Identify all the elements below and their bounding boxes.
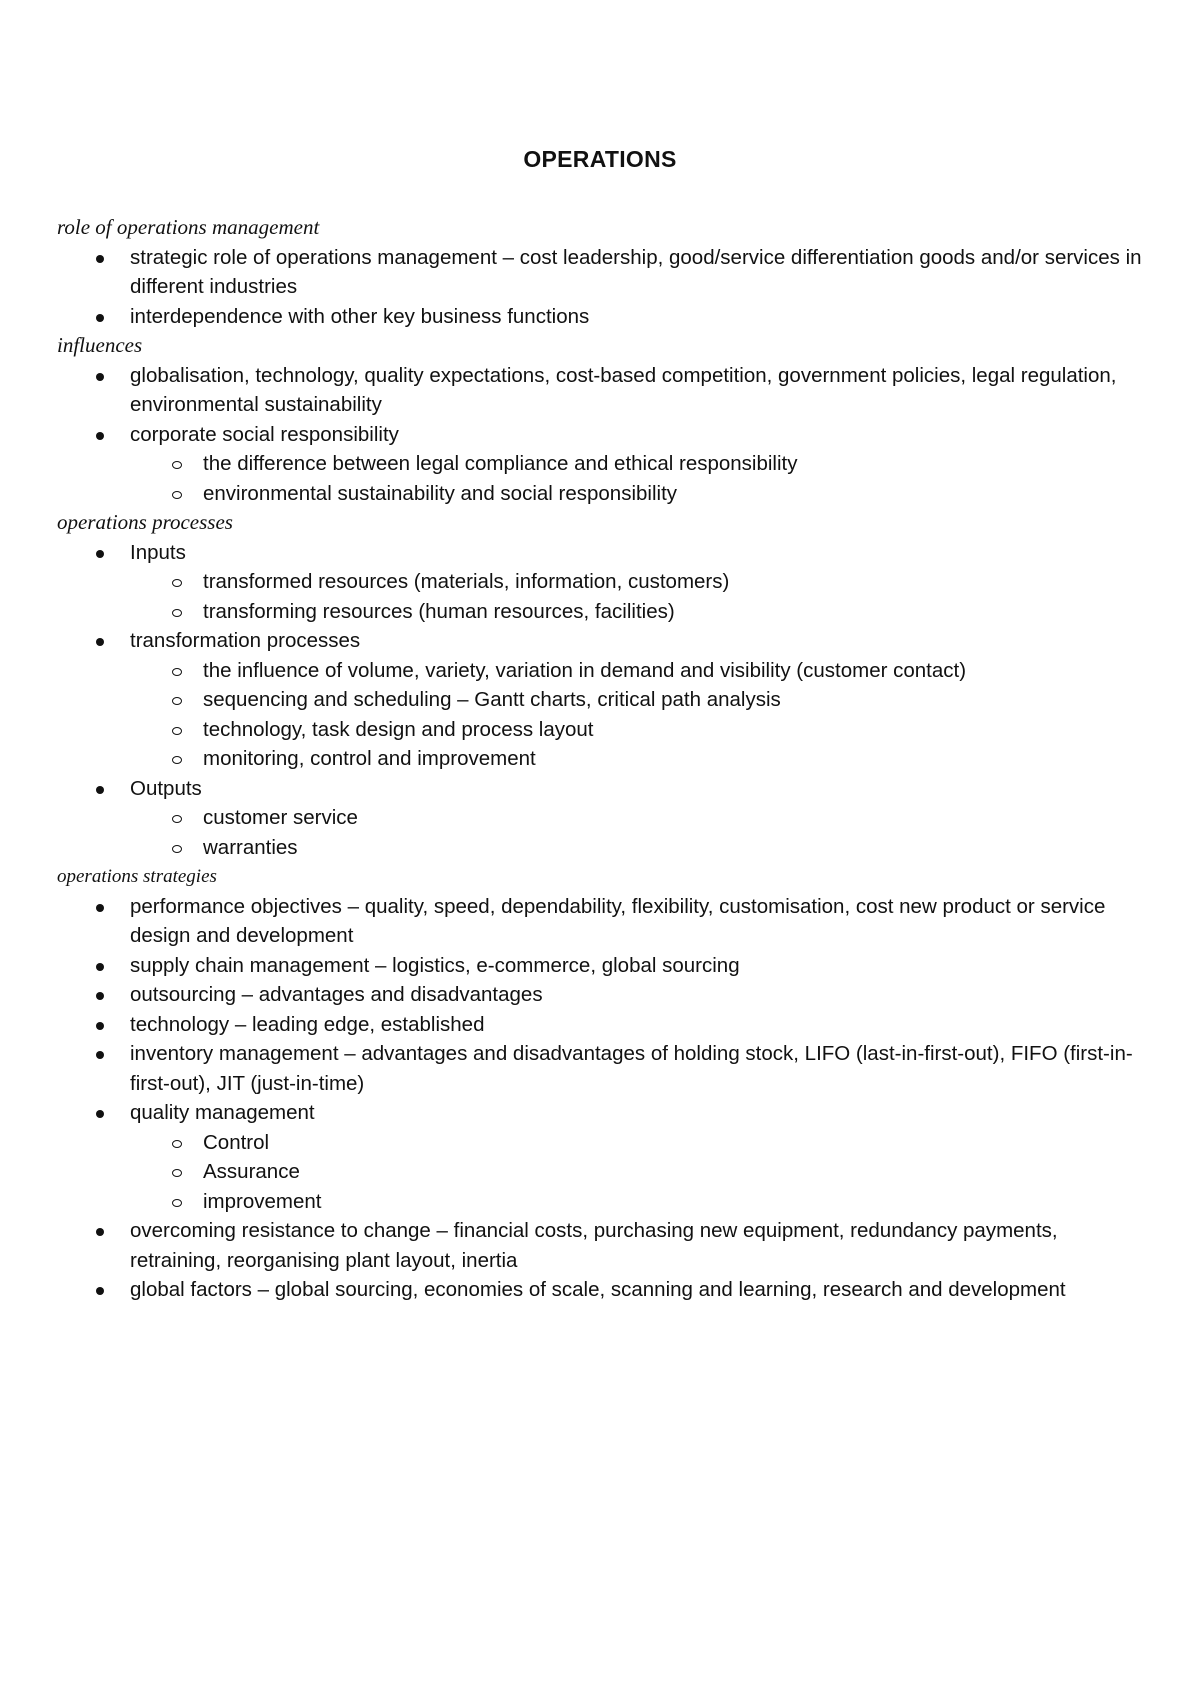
bullet-icon bbox=[96, 255, 104, 263]
list-item bbox=[57, 626, 1147, 774]
section-heading: operations processes bbox=[57, 510, 233, 534]
sub-list-item-text: monitoring, control and improvement bbox=[203, 747, 536, 770]
list-item-text: Outputs bbox=[130, 776, 202, 800]
list-item bbox=[57, 951, 1147, 981]
sub-bullet-list bbox=[130, 567, 1147, 626]
bullet-icon bbox=[96, 550, 104, 558]
list-item bbox=[57, 302, 1147, 332]
list-item-text: outsourcing – advantages and disadvantages bbox=[130, 983, 543, 1006]
list-item-text: Inputs bbox=[130, 540, 186, 564]
sub-list-item-text: transformed resources (materials, information, customers) bbox=[203, 570, 730, 593]
bullet-list bbox=[57, 892, 1147, 1305]
list-item-text: overcoming resistance to change – financial costs, purchasing new equipment, redundancy payments, retraining, reorganising plant layout, inertia bbox=[130, 1219, 1058, 1272]
bullet-list bbox=[57, 361, 1147, 509]
page-title: OPERATIONS bbox=[523, 146, 677, 172]
hollow-bullet-icon bbox=[172, 609, 182, 617]
sub-bullet-list bbox=[130, 803, 1147, 862]
sub-list-item bbox=[130, 567, 1147, 597]
sub-list-item bbox=[130, 1187, 1147, 1217]
bullet-icon bbox=[96, 1110, 104, 1118]
list-item-text: technology – leading edge, established bbox=[130, 1012, 485, 1036]
sub-list-item-text: Control bbox=[203, 1130, 270, 1154]
list-item bbox=[57, 1275, 1147, 1305]
bullet-list bbox=[57, 243, 1147, 332]
sub-list-item-text: sequencing and scheduling – Gantt charts, critical path analysis bbox=[203, 688, 781, 711]
bullet-icon bbox=[96, 314, 104, 322]
list-item bbox=[57, 538, 1147, 627]
bullet-icon bbox=[96, 373, 104, 381]
hollow-bullet-icon bbox=[172, 1140, 182, 1148]
sub-list-item bbox=[130, 715, 1147, 745]
sub-list-item bbox=[130, 744, 1147, 774]
bullet-icon bbox=[96, 992, 104, 1000]
list-item-text: inventory management – advantages and disadvantages of holding stock, LIFO (last-in-first-out), FIFO (first-in-first-out), JIT (just-in-time) bbox=[130, 1042, 1133, 1095]
bullet-icon bbox=[96, 638, 104, 646]
sub-list-item bbox=[130, 833, 1147, 863]
section-heading: influences bbox=[57, 333, 143, 357]
list-item bbox=[57, 1010, 1147, 1040]
list-item-text: globalisation, technology, quality expectations, cost-based competition, government policies, legal regulation, environmental sustainability bbox=[130, 363, 1117, 416]
list-item-text: global factors – global sourcing, economies of scale, scanning and learning, research and development bbox=[130, 1278, 1066, 1301]
list-item bbox=[57, 1216, 1147, 1275]
hollow-bullet-icon bbox=[172, 815, 182, 823]
list-item-text: supply chain management – logistics, e-commerce, global sourcing bbox=[130, 953, 740, 977]
sub-list-item bbox=[130, 597, 1147, 627]
sub-list-item bbox=[130, 656, 1147, 686]
hollow-bullet-icon bbox=[172, 461, 182, 469]
document-content bbox=[57, 213, 1147, 1305]
sub-list-item-text: warranties bbox=[203, 835, 298, 859]
sub-list-item-text: the difference between legal compliance and ethical responsibility bbox=[203, 452, 798, 475]
section-heading: role of operations management bbox=[57, 215, 320, 239]
list-item bbox=[57, 1098, 1147, 1216]
hollow-bullet-icon bbox=[172, 727, 182, 735]
bullet-icon bbox=[96, 786, 104, 794]
sub-list-item-text: the influence of volume, variety, variation in demand and visibility (customer contact) bbox=[203, 658, 967, 682]
list-item bbox=[57, 243, 1147, 302]
bullet-icon bbox=[96, 963, 104, 971]
list-item-text: quality management bbox=[130, 1101, 315, 1124]
sub-list-item bbox=[130, 1128, 1147, 1158]
bullet-icon bbox=[96, 1022, 104, 1030]
hollow-bullet-icon bbox=[172, 491, 182, 499]
list-item-text: strategic role of operations management – cost leadership, good/service differentiation goods and/or services in different industries bbox=[130, 245, 1142, 298]
hollow-bullet-icon bbox=[172, 756, 182, 764]
list-item-text: transformation processes bbox=[130, 629, 361, 652]
sub-list-item bbox=[130, 479, 1147, 509]
bullet-icon bbox=[96, 432, 104, 440]
sub-list-item bbox=[130, 1157, 1147, 1187]
hollow-bullet-icon bbox=[172, 845, 182, 853]
list-item bbox=[57, 361, 1147, 420]
bullet-icon bbox=[96, 904, 104, 912]
sub-bullet-list bbox=[130, 656, 1147, 774]
hollow-bullet-icon bbox=[172, 1199, 182, 1207]
hollow-bullet-icon bbox=[172, 1169, 182, 1177]
list-item bbox=[57, 980, 1147, 1010]
sub-list-item-text: environmental sustainability and social responsibility bbox=[203, 481, 678, 505]
list-item bbox=[57, 420, 1147, 509]
bullet-icon bbox=[96, 1287, 104, 1295]
list-item bbox=[57, 774, 1147, 863]
bullet-icon bbox=[96, 1051, 104, 1059]
list-item-text: corporate social responsibility bbox=[130, 422, 399, 446]
sub-list-item-text: technology, task design and process layout bbox=[203, 717, 594, 741]
hollow-bullet-icon bbox=[172, 579, 182, 587]
bullet-list bbox=[57, 538, 1147, 863]
hollow-bullet-icon bbox=[172, 697, 182, 705]
hollow-bullet-icon bbox=[172, 668, 182, 676]
sub-list-item-text: improvement bbox=[203, 1189, 322, 1213]
sub-bullet-list bbox=[130, 449, 1147, 508]
list-item bbox=[57, 1039, 1147, 1098]
sub-list-item-text: Assurance bbox=[203, 1160, 300, 1183]
sub-list-item bbox=[130, 803, 1147, 833]
list-item bbox=[57, 892, 1147, 951]
sub-bullet-list bbox=[130, 1128, 1147, 1217]
sub-list-item bbox=[130, 449, 1147, 479]
sub-list-item bbox=[130, 685, 1147, 715]
section-heading: operations strategies bbox=[57, 866, 217, 887]
bullet-icon bbox=[96, 1228, 104, 1236]
list-item-text: performance objectives – quality, speed, dependability, flexibility, customisation, cost new product or service design and development bbox=[130, 894, 1106, 947]
sub-list-item-text: transforming resources (human resources, facilities) bbox=[203, 599, 675, 623]
list-item-text: interdependence with other key business functions bbox=[130, 304, 590, 328]
sub-list-item-text: customer service bbox=[203, 806, 358, 829]
